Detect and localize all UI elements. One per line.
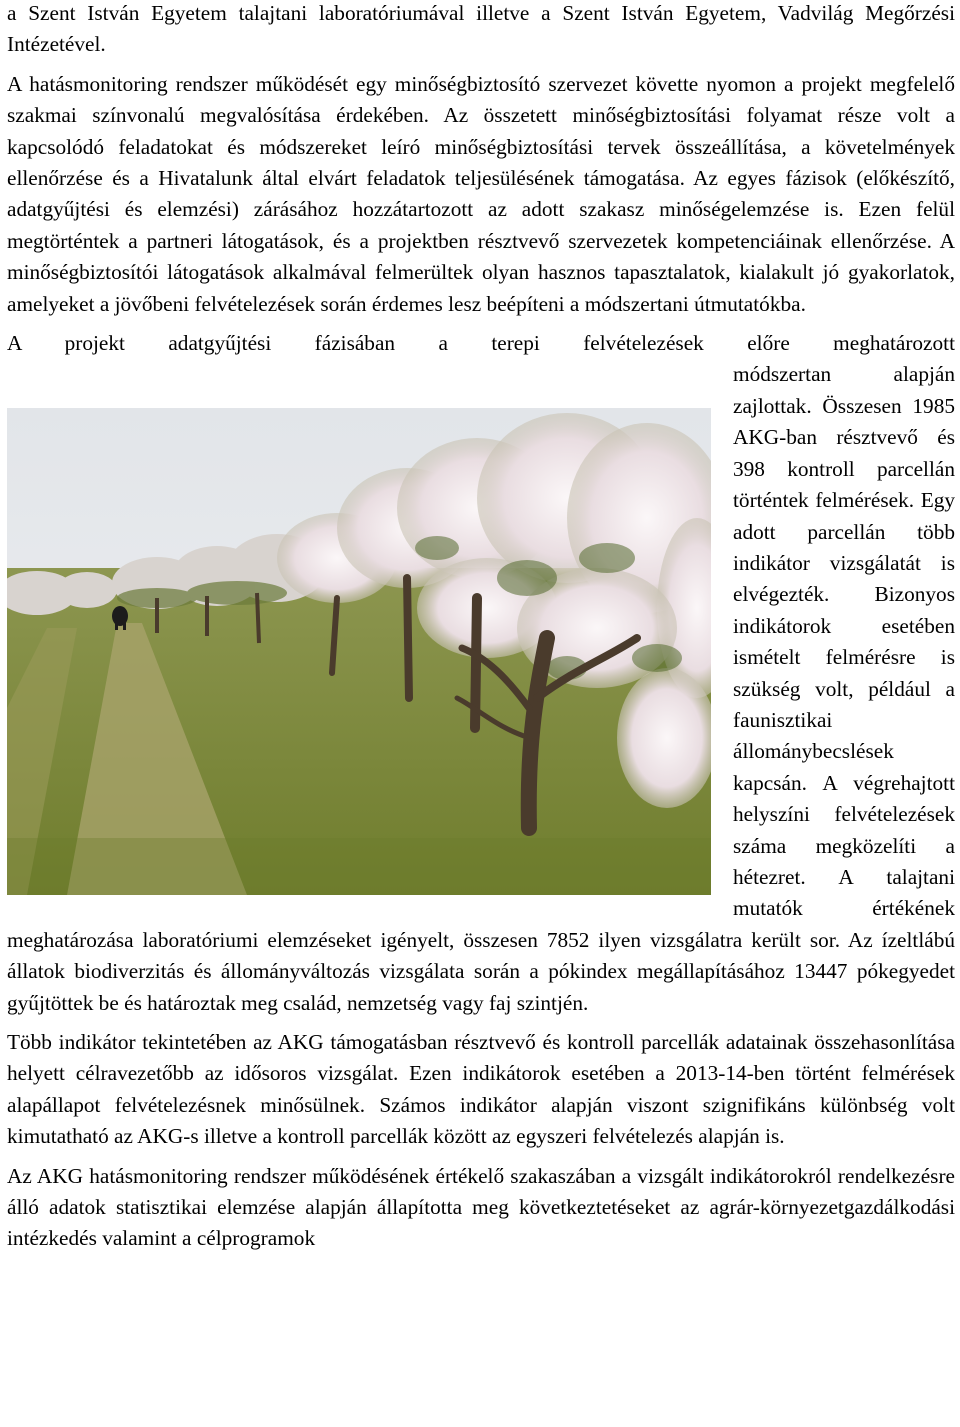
paragraph-5: Az AKG hatásmonitoring rendszer működésének értékelő szakaszában a vizsgált indikátorokról rendelkezésre álló adatok statisztikai elemzése alapján állapította meg következtetéseket az agrár-környezetgazdálkodási intézkedés valamint a célprogramok — [7, 1163, 955, 1251]
paragraph-3-first-line: A projekt adatgyűjtési fázisában a terepi felvételezések előre meghatározott — [7, 331, 955, 356]
paragraph-3-rest: módszertan alapján zajlottak. Összesen 1985 AKG-ban résztvevő és 398 kontroll parcellán történtek felmérések. Egy adott parcellán több indikátor vizsgálatát is elvégezték. Bizonyos indikátorok esetében ismételt felmérésre is szükség volt, például a faunisztikai állománybecslések kapcsán. A végrehajtott helyszíni felvételezések száma megközelíti a hétezret. A talajtani mutatók értékének meghatározása laboratóriumi elemzéseket igényelt, összesen 7852 ilyen vizsgálatra került sor. Az ízeltlábú állatok biodiverzitás és állományváltozás vizsgálata során a pókindex megállapításához 13447 pókegyedet gyűjtöttek be és határoztak meg család, nemzetség vagy faj szintjén. — [7, 362, 955, 1015]
document-page — [7, 0, 955, 1255]
paragraph-2: A hatásmonitoring rendszer működését egy minőségbiztosító szervezet követte nyomon a projekt megfelelő szakmai színvonalú megvalósítása érdekében. Az összetett minőségbiztosítási folyamat része volt a kapcsolódó feladatokat és módszereket leíró minőségbiztosítási tervek összeállítása, a követelmények ellenőrzése és a Hivatalunk által elvárt feladatok teljesülésének támogatása. Az egyes fázisok (előkészítő, adatgyűjtési és elemzési) zárásához hozzátartozott az adott szakasz minőségelemzése is. Ezen felül megtörténtek a partneri látogatások, és a projektben résztvevő szervezetek kompetenciáinak ellenőrzése. A minőségbiztosítói látogatások alkalmával felmerültek olyan hasznos tapasztalatok, kialakult jó gyakorlatok, amelyeket a jövőbeni felvételezések során érdemes lesz beépíteni a módszertani útmutatókba. — [7, 71, 955, 316]
paragraph-3 — [7, 328, 955, 1019]
orchard-photo — [7, 408, 711, 895]
paragraph-1: a Szent István Egyetem talajtani laboratóriumával illetve a Szent István Egyetem, Vadvilág Megőrzési Intézetével. — [7, 1, 955, 57]
paragraph-4: Több indikátor tekintetében az AKG támogatásban résztvevő és kontroll parcellák adatainak összehasonlítása helyett célravezetőbb az idősoros vizsgálat. Ezen indikátorok esetében a 2013-14-ben történt felmérések alapállapot felvételezésnek minősülnek. Számos indikátor alapján viszont szignifikáns különbség volt kimutatható az AKG-s illetve a kontroll parcellák között az egyszeri felvételezés alapján is. — [7, 1030, 955, 1149]
